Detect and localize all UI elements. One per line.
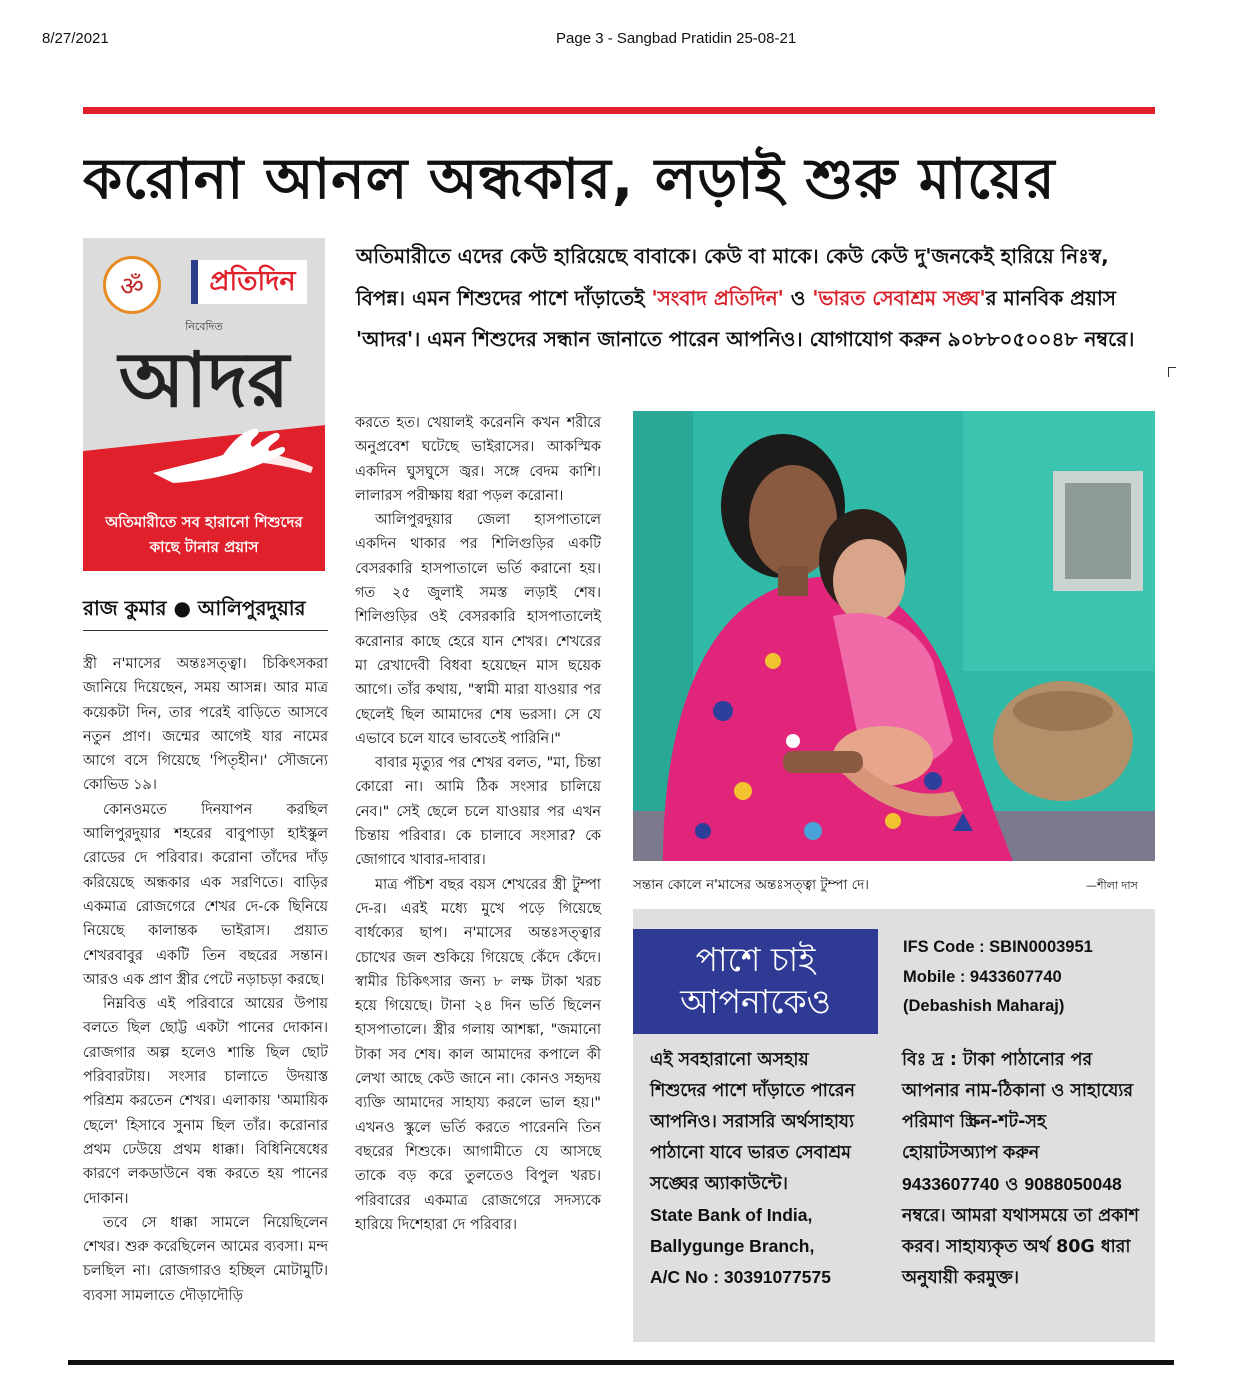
appeal-title-line-1: পাশে চাই xyxy=(695,940,816,979)
bottom-rule xyxy=(68,1360,1174,1365)
headline: করোনা আনল অন্ধকার, লড়াই শুরু মায়ের xyxy=(83,147,1056,212)
contact-mobile: Mobile : 9433607740 xyxy=(903,967,1062,986)
print-page-title: Page 3 - Sangbad Pratidin 25-08-21 xyxy=(556,30,797,47)
top-red-rule xyxy=(83,107,1155,114)
col2-paragraph: বাবার মৃত্যুর পর শেখর বলত, "মা, চিন্তা কোরো না। আমি ঠিক সংসার চালিয়ে নেব।" সেই ছেলে চলে যাওয়ার পর এখন চিন্তায় পরিবার। কে চালাবে সংসার? কে জোগাবে খাবার-দাবার। xyxy=(355,755,601,869)
contact-name: (Debashish Maharaj) xyxy=(903,997,1065,1015)
article-column-2 xyxy=(355,411,601,1237)
whatsapp-number-2: 9088050048 xyxy=(1024,1174,1122,1194)
bank-name: State Bank of India, xyxy=(650,1205,813,1225)
mother-child-photo xyxy=(633,411,1155,861)
campaign-tagline xyxy=(83,510,325,560)
ador-campaign-logo xyxy=(83,238,325,571)
photo-illustration xyxy=(633,411,1155,861)
appeal-title-box xyxy=(633,929,878,1034)
whatsapp-number-1: 9433607740 xyxy=(902,1174,1000,1194)
pratidin-logo: প্রতিদিন xyxy=(191,260,307,304)
article-column-1 xyxy=(83,652,328,1308)
byline: রাজ কুমার ● আলিপুরদুয়ার xyxy=(83,596,306,620)
col1-paragraph: তবে সে ধাক্কা সামলে নিয়েছিলেন শেখর। শুরু করেছিলেন আমের ব্যবসা। মন্দ চলছিল না। রোজগারও হচ্ছিল মোটামুটি। ব্যবসা সামলাতে দৌড়াদৌড়ি xyxy=(83,1214,328,1304)
appeal-right-text xyxy=(902,1045,1142,1294)
account-number: A/C No : 30391077575 xyxy=(650,1267,831,1287)
appeal-title-line-2: আপনাকেও xyxy=(680,982,831,1021)
crop-mark xyxy=(1168,367,1176,368)
byline-rule xyxy=(83,630,328,631)
col1-paragraph: স্ত্রী ন'মাসের অন্তঃসত্ত্বা। চিকিৎসকরা জানিয়ে দিয়েছেন, সময় আসন্ন। আর মাত্র কয়েকটা দিন, তার পরেই বাড়িতে আসবে নতুন প্রাণ। জন্মের আগেই যার নামের আগে বসে গিয়েছে 'পিতৃহীন।' সৌজন্যে কোভিড ১৯। xyxy=(83,656,328,794)
intro-text-2: ও xyxy=(783,285,813,310)
crop-mark xyxy=(1168,367,1169,377)
intro-text-1: অতিমারীতে এদের কেউ হারিয়েছে বাবাকে। কেউ বা মাকে। কেউ কেউ দু'জনকেই হারিয়ে নিঃস্ব, বিপন্ন। এমন শিশুদের পাশে দাঁড়াতেই xyxy=(356,244,1109,310)
ador-title: আদর xyxy=(118,335,290,424)
photo-caption: সন্তান কোলে ন'মাসের অন্তঃসত্ত্বা টুম্পা দে। xyxy=(633,877,869,893)
col1-paragraph: কোনওমতে দিনযাপন করছিল আলিপুরদুয়ার শহরের বাবুপাড়া হাইস্কুল রোডের দে পরিবার। করোনা তাঁদের দাঁড় করিয়েছে অন্ধকার এক সরণিতে। বাড়ির একমাত্র রোজগেরে শেখর দে-কে ছিনিয়ে নিয়েছে কালান্তক ভাইরাস। প্রয়াত শেখরবাবুর একটি তিন বছরের সন্তান। আরও এক প্রাণ স্ত্রীর পেটে নড়াচড়া করছে। xyxy=(83,801,328,988)
presented-by-label: নিবেদিত xyxy=(185,320,223,333)
intro-text-3: র মানবিক প্রয়াস 'আদর'। এমন শিশুদের সন্ধান জানাতে পারেন আপনিও। যোগাযোগ করুন ৯০৮৮০৫০০৪৮ নম্বরে। xyxy=(356,285,1135,351)
appeal-description: এই সবহারানো অসহায় শিশুদের পাশে দাঁড়াতে পারেন আপনিও। সরাসরি অর্থসাহায্য পাঠানো যাবে ভারত সেবাশ্রম সঙ্ঘের অ্যাকাউন্টে। xyxy=(650,1050,855,1194)
ifs-code: IFS Code : SBIN0003951 xyxy=(903,938,1093,956)
note-text-2: ও xyxy=(999,1175,1019,1195)
intro-paragraph xyxy=(356,236,1156,361)
intro-highlight-sangbad: 'সংবাদ প্রতিদিন' xyxy=(651,285,784,310)
col2-paragraph: করতে হত। খেয়ালই করেননি কখন শরীরে অনুপ্রবেশ ঘটেছে ভাইরাসের। আকস্মিক একদিন ঘুসঘুসে জ্বর। সঙ্গে বেদম কাশি। লালারস পরীক্ষায় ধরা পড়ল করোনা। xyxy=(355,415,601,504)
note-text-1: বিঃ দ্র : টাকা পাঠানোর পর আপনার নাম-ঠিকানা ও সাহায্যের পরিমাণ স্ক্রিন-শট-সহ হোয়াটসঅ্যাপ করুন xyxy=(902,1050,1134,1163)
appeal-left-text xyxy=(650,1045,865,1293)
col2-paragraph: মাত্র পঁচিশ বছর বয়স শেখরের স্ত্রী টুম্পা দে-র। এরই মধ্যে মুখে পড়ে গিয়েছে বার্ধক্যের ছাপ। ন'মাসের অন্তঃসত্ত্বার চোখের জল শুকিয়ে গিয়েছে কেঁদে কেঁদে। স্বামীর চিকিৎসার জন্য ৮ লক্ষ টাকা খরচ হয়ে গিয়েছে। টানা ২৪ দিন ভর্তি ছিলেন হাসপাতালে। স্ত্রীর গলায় আশঙ্কা, "জমানো টাকা সব শেষ। কাল আমাদের কপালে কী লেখা আছে কেউ জানে না। কোনও সহৃদয় ব্যক্তি আমাদের সাহায্য করলে ভাল হয়।" এখনও স্কুলে ভর্তি করতে পারেননি তিন বছরের শিশুকে। আগামীতে যে আসছে তাকে বড় করে তুলতেও বিপুল খরচ। পরিবারের একমাত্র রোজগেরে সদস্যকে হারিয়ে দিশেহারা দে পরিবার। xyxy=(355,876,601,1233)
bank-details-top xyxy=(903,933,1093,1022)
col1-paragraph: নিম্নবিত্ত এই পরিবারে আয়ের উপায় বলতে ছিল ছোট্ট একটা পানের দোকান। রোজগার অল্প হলেও শান্তি ছিল ছোট পরিবারটায়। সংসার চালাতে উদয়াস্ত পরিশ্রম করতেন শেখর। এলাকায় 'অমায়িক ছেলে' হিসাবে সুনাম ছিল তাঁর। করোনার প্রথম ঢেউয়ে প্রথম ধাক্কা। বিধিনিষেধের কারণে লকডাউনে বন্ধ করতে হয় পানের দোকান। xyxy=(83,996,328,1207)
note-text-3: নম্বরে। আমরা যথাসময়ে তা প্রকাশ করব। সাহায্যকৃত অর্থ 80G ধারা অনুযায়ী করমুক্ত। xyxy=(902,1206,1139,1288)
col2-paragraph: আলিপুরদুয়ার জেলা হাসপাতালে একদিন থাকার পর শিলিগুড়ির একটি বেসরকারি হাসপাতালে ভর্তি করানো হয়। গত ২৫ জুলাই সমস্ত লড়াই শেষ। শিলিগুড়ির ওই বেসরকারি হাসপাতালেই করোনার কাছে হেরে যান শেখর। শেখরের মা রেখাদেবী বিধবা হয়েছেন মাস ছয়েক আগে। তাঁর কথায়, "স্বামী মারা যাওয়ার পর ছেলেই ছিল আমাদের শেষ ভরসা। সে যে এভাবে চলে যাবে ভাবতেই পারিনি।" xyxy=(355,512,601,747)
sevashram-emblem-icon: ॐ xyxy=(103,256,161,314)
bank-branch: Ballygunge Branch, xyxy=(650,1236,815,1256)
tagline-line-2: কাছে টানার প্রয়াস xyxy=(149,538,259,556)
photo-credit: —শীলা দাস xyxy=(1086,879,1138,892)
print-date: 8/27/2021 xyxy=(42,30,109,47)
tagline-line-1: অতিমারীতে সব হারানো শিশুদের xyxy=(105,513,303,531)
intro-highlight-sevashram: 'ভারত সেবাশ্রম সঙ্ঘ' xyxy=(812,285,986,310)
